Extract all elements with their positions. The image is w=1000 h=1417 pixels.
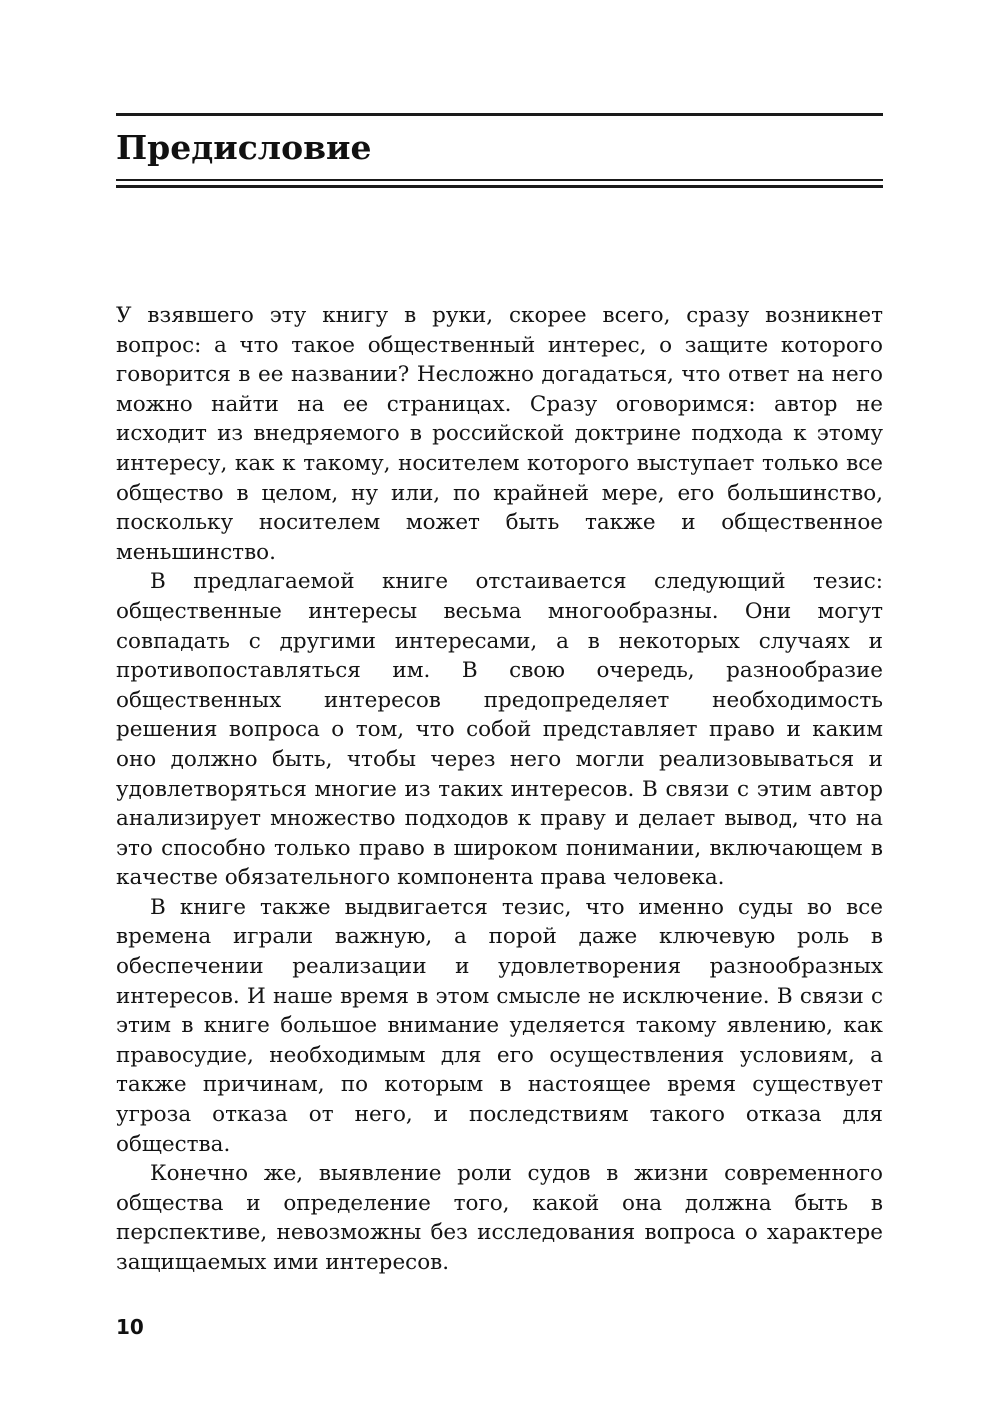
- double-rule-line-thick: [116, 185, 883, 188]
- body-text: [116, 301, 883, 1278]
- paragraph-3: В книге также выдвигается тезис, что именно суды во все времена играли важную, а порой даже ключевую роль в обеспечении реализации и удовлетворения разнообразных интересов. И наше время в этом смысле не исключение. В связи с этим в книге большое внимание уделяется такому явлению, как правосудие, необходимым для его осуществления условиям, а также причинам, по которым в настоящее время существует угроза отказа от него, и последствиям такого отказа для общества.: [116, 894, 883, 1157]
- page-number: 10: [116, 1315, 144, 1339]
- chapter-title: Предисловие: [116, 128, 372, 167]
- double-rule: [116, 179, 883, 189]
- top-rule: [116, 113, 883, 116]
- paragraph-4: Конечно же, выявление роли судов в жизни современного общества и определение того, какой она должна быть в перспективе, невозможны без исследования вопроса о характере защищаемых ими интересов.: [116, 1161, 883, 1275]
- paragraph-1: У взявшего эту книгу в руки, скорее всего, сразу возникнет вопрос: а что такое общественный интерес, о защите которого говорится в ее названии? Несложно догадаться, что ответ на него можно найти на ее страницах. Сразу оговоримся: автор не исходит из внедряемого в российской доктрине подхода к этому интересу, как к такому, носителем которого выступает только все общество в целом, ну или, по крайней мере, его большинство, поскольку носителем может быть также и общественное меньшинство.: [116, 303, 883, 565]
- double-rule-line-thin: [116, 179, 883, 181]
- paragraph-2: В предлагаемой книге отстаивается следующий тезис: общественные интересы весьма многообразны. Они могут совпадать с другими интересами, а в некоторых случаях и противопоставляться им. В свою очередь, разнообразие общественных интересов предопределяет необходимость решения вопроса о том, что собой представляет право и каким оно должно быть, чтобы через него могли реализовываться и удовлетворяться многие из таких интересов. В связи с этим автор анализирует множество подходов к праву и делает вывод, что на это способно только право в широком понимании, включающем в качестве обязательного компонента права человека.: [116, 569, 883, 891]
